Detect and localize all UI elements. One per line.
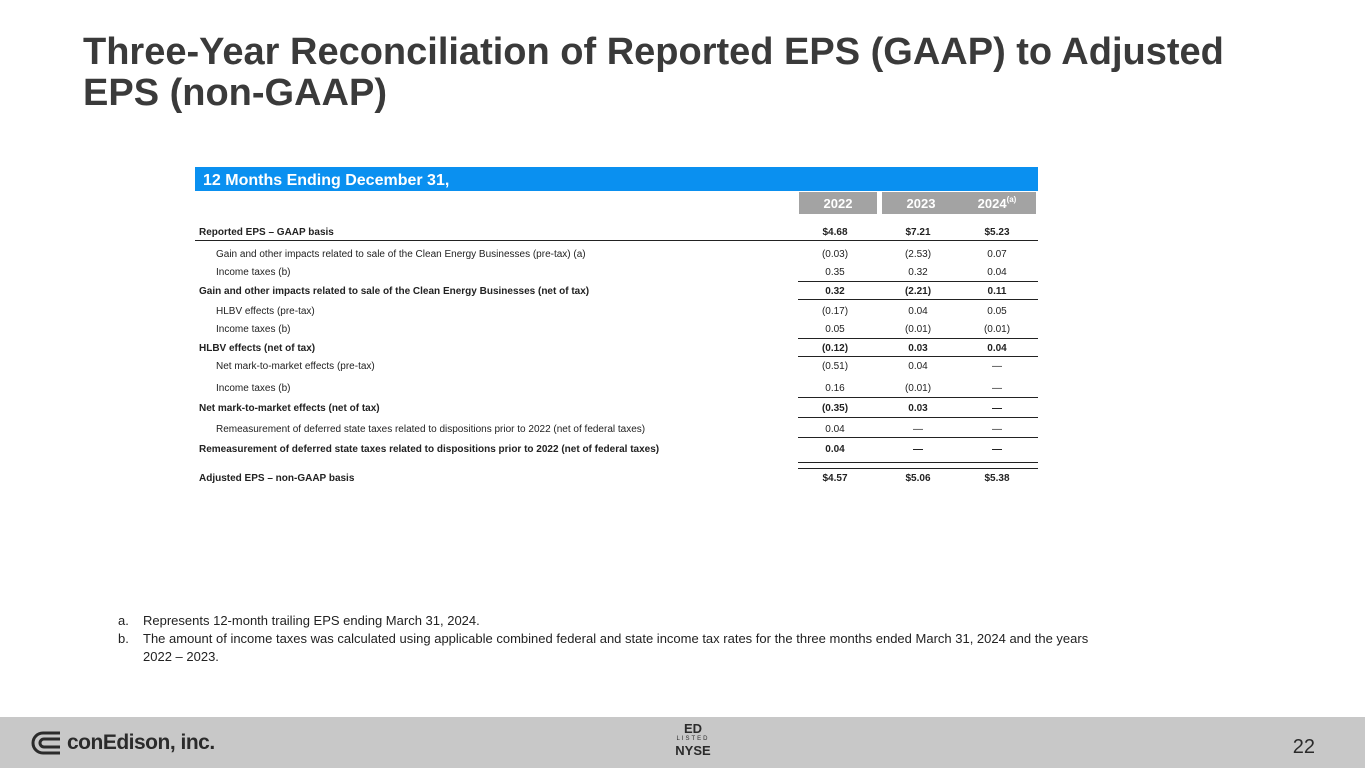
year-header-2024	[958, 192, 1036, 214]
value-2022: (0.12)	[821, 343, 849, 354]
footnote	[118, 612, 1118, 630]
row-label: HLBV effects (net of tax)	[199, 343, 316, 354]
value-2022: 0.32	[825, 286, 845, 297]
value-2022: $4.57	[822, 473, 848, 484]
value-2022: 0.16	[825, 383, 845, 394]
page-number: 22	[1292, 736, 1315, 758]
row-divider	[195, 240, 1038, 241]
value-2022: (0.51)	[821, 361, 849, 372]
value-2023: 0.03	[908, 403, 928, 414]
value-2023: 0.04	[908, 361, 928, 372]
table-period-header: 12 Months Ending December 31,	[195, 167, 1038, 191]
footnote	[118, 630, 1118, 666]
year-label: 2023	[906, 196, 936, 211]
value-2022: 0.05	[825, 324, 845, 335]
subtotal-line	[798, 417, 1038, 418]
company-logo	[30, 730, 215, 756]
row-label: Remeasurement of deferred state taxes related to dispositions prior to 2022 (net of federal taxes)	[199, 444, 660, 455]
value-2023: —	[913, 424, 923, 435]
subtotal-line	[798, 356, 1038, 357]
value-2024: —	[992, 444, 1002, 455]
value-2024: 0.04	[987, 267, 1007, 278]
row-label: Income taxes (b)	[216, 383, 291, 394]
value-2024: 0.04	[987, 343, 1007, 354]
value-2022: 0.04	[825, 444, 845, 455]
value-2023: (0.01)	[904, 324, 932, 335]
value-2024: —	[992, 424, 1002, 435]
ticker-symbol: ED	[683, 721, 703, 736]
value-2023: $5.06	[905, 473, 931, 484]
nyse-listing-badge	[670, 722, 716, 757]
value-2024: —	[992, 403, 1002, 414]
row-label: Remeasurement of deferred state taxes related to dispositions prior to 2022 (net of federal taxes)	[216, 424, 646, 435]
value-2024: —	[992, 361, 1002, 372]
year-label: 2022	[823, 196, 853, 211]
value-2022: $4.68	[822, 227, 848, 238]
value-2022: 0.04	[825, 424, 845, 435]
value-2024: 0.07	[987, 249, 1007, 260]
logo-wordmark: conEdison, inc.	[67, 731, 215, 754]
row-label: Reported EPS – GAAP basis	[199, 227, 334, 238]
footnote-text: Represents 12-month trailing EPS ending March 31, 2024.	[143, 613, 480, 628]
total-line	[798, 468, 1038, 469]
value-2023: (2.21)	[904, 286, 932, 297]
value-2023: —	[913, 444, 923, 455]
row-label: Adjusted EPS – non-GAAP basis	[199, 473, 355, 484]
value-2023: 0.04	[908, 306, 928, 317]
value-2024: 0.05	[987, 306, 1007, 317]
year-header-2023	[882, 192, 960, 214]
value-2023: $7.21	[905, 227, 931, 238]
value-2022: (0.17)	[821, 306, 849, 317]
value-2022: 0.35	[825, 267, 845, 278]
row-label: Gain and other impacts related to sale of the Clean Energy Businesses (pre-tax) (a)	[216, 249, 586, 260]
value-2023: 0.03	[908, 343, 928, 354]
value-2023: 0.32	[908, 267, 928, 278]
row-label: Net mark-to-market effects (net of tax)	[199, 403, 380, 414]
row-label: Gain and other impacts related to sale of the Clean Energy Businesses (net of tax)	[199, 286, 590, 297]
value-2024: $5.23	[984, 227, 1010, 238]
value-2023: (2.53)	[904, 249, 932, 260]
value-2023: (0.01)	[904, 383, 932, 394]
value-2024: —	[992, 383, 1002, 394]
page-title: Three-Year Reconciliation of Reported EPS (GAAP) to Adjusted EPS (non-GAAP)	[83, 31, 1224, 114]
subtotal-line	[798, 397, 1038, 398]
footnote-marker: b.	[118, 631, 129, 646]
value-2024: (0.01)	[983, 324, 1011, 335]
row-label: Income taxes (b)	[216, 267, 291, 278]
row-label: Income taxes (b)	[216, 324, 291, 335]
value-2022: (0.35)	[821, 403, 849, 414]
subtotal-line	[798, 281, 1038, 282]
value-2022: (0.03)	[821, 249, 849, 260]
year-label: 2024	[977, 196, 1007, 211]
footnote-marker: (a)	[1006, 195, 1017, 204]
row-label: Net mark-to-market effects (pre-tax)	[216, 361, 375, 372]
row-label: HLBV effects (pre-tax)	[216, 306, 315, 317]
con-edison-logo-icon	[30, 730, 64, 756]
value-2024: 0.11	[987, 286, 1007, 297]
year-header-2022	[799, 192, 877, 214]
total-line	[798, 462, 1038, 463]
value-2024: $5.38	[984, 473, 1010, 484]
exchange-name: NYSE	[675, 743, 711, 758]
listed-label: LISTED	[676, 736, 710, 742]
subtotal-line	[798, 299, 1038, 300]
footnote-marker: a.	[118, 613, 129, 628]
subtotal-line	[798, 338, 1038, 339]
footer-bar	[0, 717, 1365, 768]
subtotal-line	[798, 437, 1038, 438]
footnote-text: The amount of income taxes was calculated using applicable combined federal and state income tax rates for the three months ended March 31, 2024 and the years 2022 – 2023.	[143, 631, 1089, 664]
footnotes	[118, 612, 1118, 666]
